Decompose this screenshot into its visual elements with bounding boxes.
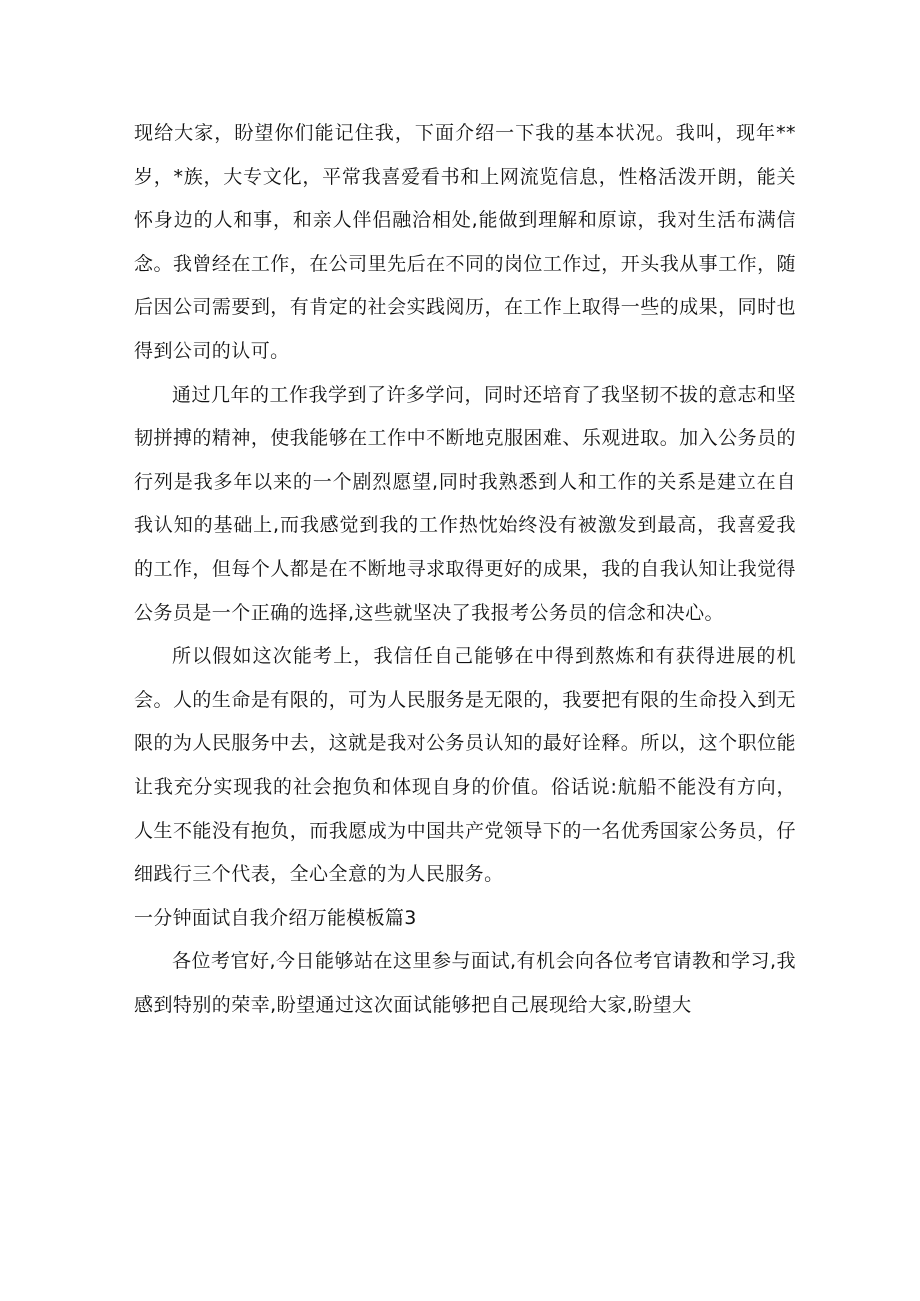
document-body	[134, 112, 796, 1027]
paragraph-experience: 通过几年的工作我学到了许多学问，同时还培育了我坚韧不拔的意志和坚韧拼搏的精神，使我能够在工作中不断地克服困难、乐观进取。加入公务员的行列是我多年以来的一个剧烈愿望,同时我熟悉到人和工作的关系是建立在自我认知的基础上,而我感觉到我的工作热忱始终没有被激发到最高，我喜爱我的工作，但每个人都是在不断地寻求取得更好的成果，我的自我认知让我觉得公务员是一个正确的选择,这些就坚决了我报考公务员的信念和决心。	[134, 383, 796, 624]
paragraph-closing: 各位考官好,今日能够站在这里参与面试,有机会向各位考官请教和学习,我感到特别的荣幸,盼望通过这次面试能够把自己展现给大家,盼望大	[134, 950, 796, 1016]
paragraph-intro: 现给大家，盼望你们能记住我，下面介绍一下我的基本状况。我叫，现年**岁，*族，大专文化，平常我喜爱看书和上网流览信息，性格活泼开朗，能关怀身边的人和事，和亲人伴侣融洽相处,能做到理解和原谅，我对生活布满信念。我曾经在工作，在公司里先后在不同的岗位工作过，开头我从事工作，随后因公司需要到，有肯定的社会实践阅历，在工作上取得一些的成果，同时也得到公司的认可。	[134, 122, 796, 362]
section-heading: 一分钟面试自我介绍万能模板篇3	[134, 906, 417, 929]
paragraph-motivation: 所以假如这次能考上，我信任自己能够在中得到熬炼和有获得进展的机会。人的生命是有限的，可为人民服务是无限的，我要把有限的生命投入到无限的为人民服务中去，这就是我对公务员认知的最好诠释。所以，这个职位能让我充分实现我的社会抱负和体现自身的价值。俗话说:航船不能没有方向，人生不能没有抱负，而我愿成为中国共产党领导下的一名优秀国家公务员，仔细践行三个代表，全心全意的为人民服务。	[134, 645, 796, 886]
